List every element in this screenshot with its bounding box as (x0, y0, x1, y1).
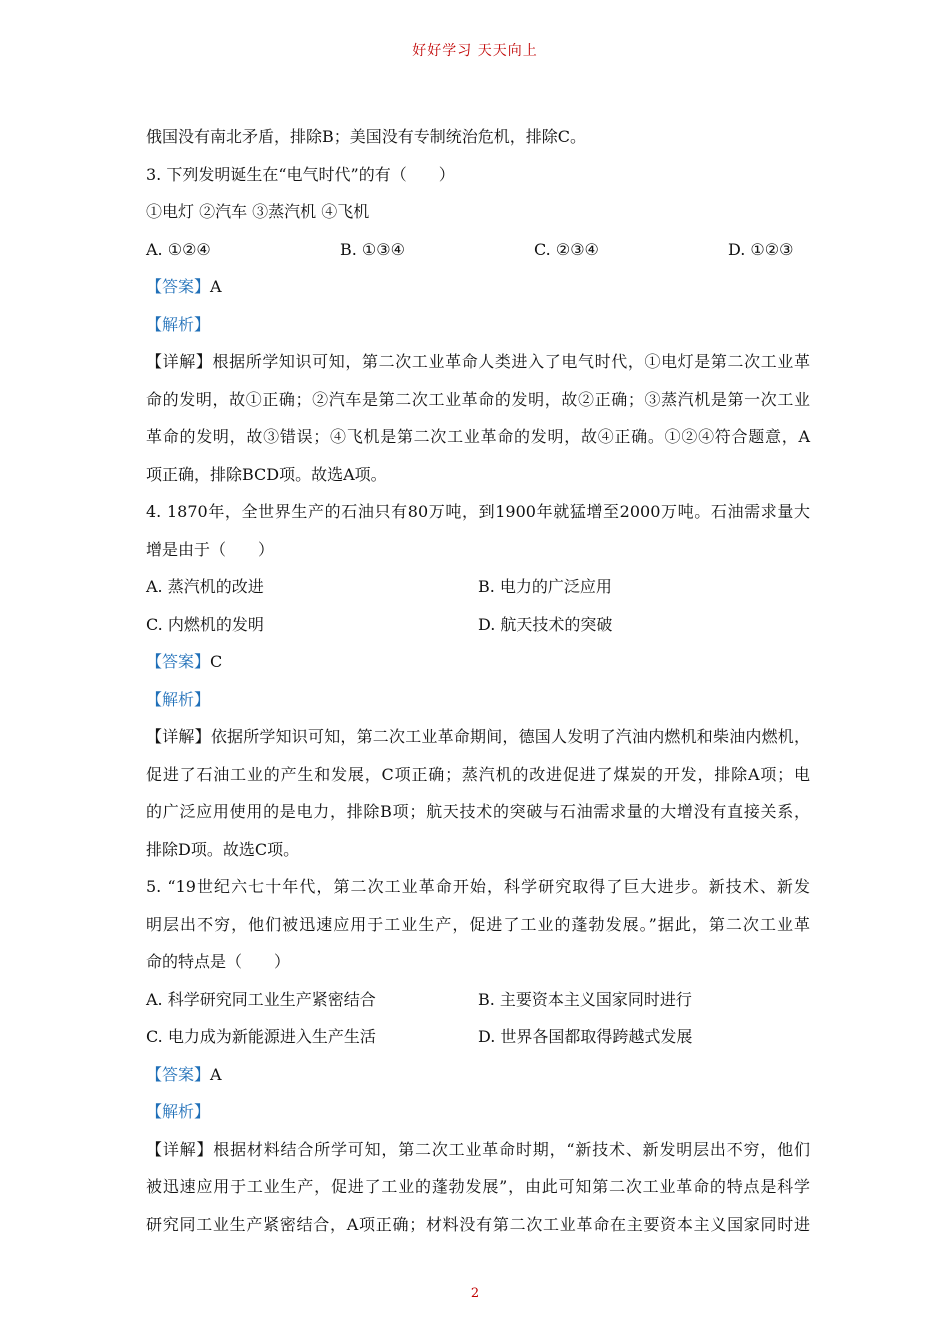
detail-line: 研究同工业生产紧密结合，A项正确；材料没有第二次工业革命在主要资本主义国家同时进 (146, 1214, 810, 1234)
detail-line: 命的发明，故①正确；②汽车是第二次工业革命的发明，故②正确；③蒸汽机是第一次工业 (146, 389, 810, 409)
answer-tag: 【答案】 (146, 277, 211, 296)
detail-tag: 【详解】 (146, 352, 213, 371)
answer-line (146, 1056, 810, 1094)
question-5-stem: 5. “19世纪六七十年代，第二次工业革命开始，科学研究取得了巨大进步。新技术、新发 (146, 877, 810, 896)
detail-tag: 【详解】 (146, 1139, 214, 1159)
question-4-stem-cont: 增是由于（ ） (146, 539, 275, 559)
option-d: D. 世界各国都取得跨越式发展 (478, 1027, 693, 1046)
answer-line (146, 268, 810, 306)
detail-line: 的广泛应用使用的是电力，排除B项；航天技术的突破与石油需求量的大增没有直接关系， (146, 802, 810, 821)
option-d: D. ①②③ (728, 239, 794, 259)
detail-text: 依据所学知识可知，第二次工业革命期间，德国人发明了汽油内燃机和柴油内燃机， (210, 727, 810, 746)
detail-line (146, 343, 810, 381)
answer-line (146, 643, 810, 681)
answer-value: A (210, 277, 222, 296)
detail-text: 根据所学知识可知，第二次工业革命人类进入了电气时代，①电灯是第二次工业革 (212, 352, 810, 371)
text-line: 俄国没有南北矛盾，排除B；美国没有专制统治危机，排除C。 (146, 127, 587, 146)
answer-tag: 【答案】 (146, 652, 211, 671)
question-4-options-row1 (146, 568, 810, 606)
answer-tag: 【答案】 (146, 1064, 211, 1084)
analysis-tag: 【解析】 (146, 1102, 211, 1121)
document-body (146, 118, 810, 1243)
question-4-stem: 4. 1870年，全世界生产的石油只有80万吨，到1900年就猛增至2000万吨。石油需求量大 (146, 502, 810, 521)
detail-text: 根据材料结合所学可知，第二次工业革命时期，“新技术、新发明层出不穷，他们 (213, 1139, 810, 1159)
detail-line: 排除D项。故选C项。 (146, 839, 300, 859)
option-c: C. 内燃机的发明 (146, 614, 264, 634)
detail-tag: 【详解】 (146, 727, 211, 746)
detail-line: 被迅速应用于工业生产，促进了工业的蓬勃发展”，由此可知第二次工业革命的特点是科学 (146, 1177, 810, 1196)
detail-line: 革命的发明，故③错误；④飞机是第二次工业革命的发明，故④正确。①②④符合题意，A (146, 427, 810, 446)
page-header: 好好学习 天天向上 (412, 43, 538, 59)
option-a: A. 蒸汽机的改进 (146, 577, 264, 596)
question-5-options-row2 (146, 1018, 810, 1056)
option-a: A. 科学研究同工业生产紧密结合 (146, 989, 376, 1009)
question-5-stem-cont: 明层出不穷，他们被迅速应用于工业生产，促进了工业的蓬勃发展。”据此，第二次工业革 (146, 914, 810, 934)
answer-value: A (210, 1064, 222, 1084)
detail-line (146, 718, 810, 756)
question-3-options (146, 231, 810, 269)
option-a: A. ①②④ (146, 239, 211, 259)
option-d: D. 航天技术的突破 (478, 614, 613, 634)
page-number: 2 (470, 1286, 480, 1301)
detail-line (146, 1131, 810, 1169)
option-b: B. 主要资本主义国家同时进行 (478, 989, 692, 1009)
question-3-stem: 3. 下列发明诞生在“电气时代”的有（ ） (146, 164, 455, 184)
question-3-items: ①电灯 ②汽车 ③蒸汽机 ④飞机 (146, 202, 370, 221)
analysis-tag: 【解析】 (146, 689, 211, 709)
question-5-options-row1 (146, 981, 810, 1019)
detail-line: 促进了石油工业的产生和发展，C项正确；蒸汽机的改进促进了煤炭的开发，排除A项；电 (146, 764, 810, 784)
question-5-stem-cont: 命的特点是（ ） (146, 952, 291, 971)
option-c: C. ②③④ (534, 239, 599, 259)
question-4-options-row2 (146, 606, 810, 644)
analysis-tag: 【解析】 (146, 314, 211, 334)
answer-value: C (210, 652, 223, 671)
option-b: B. 电力的广泛应用 (478, 577, 612, 596)
detail-line: 项正确，排除BCD项。故选A项。 (146, 464, 387, 484)
option-c: C. 电力成为新能源进入生产生活 (146, 1027, 376, 1046)
option-b: B. ①③④ (340, 239, 405, 259)
